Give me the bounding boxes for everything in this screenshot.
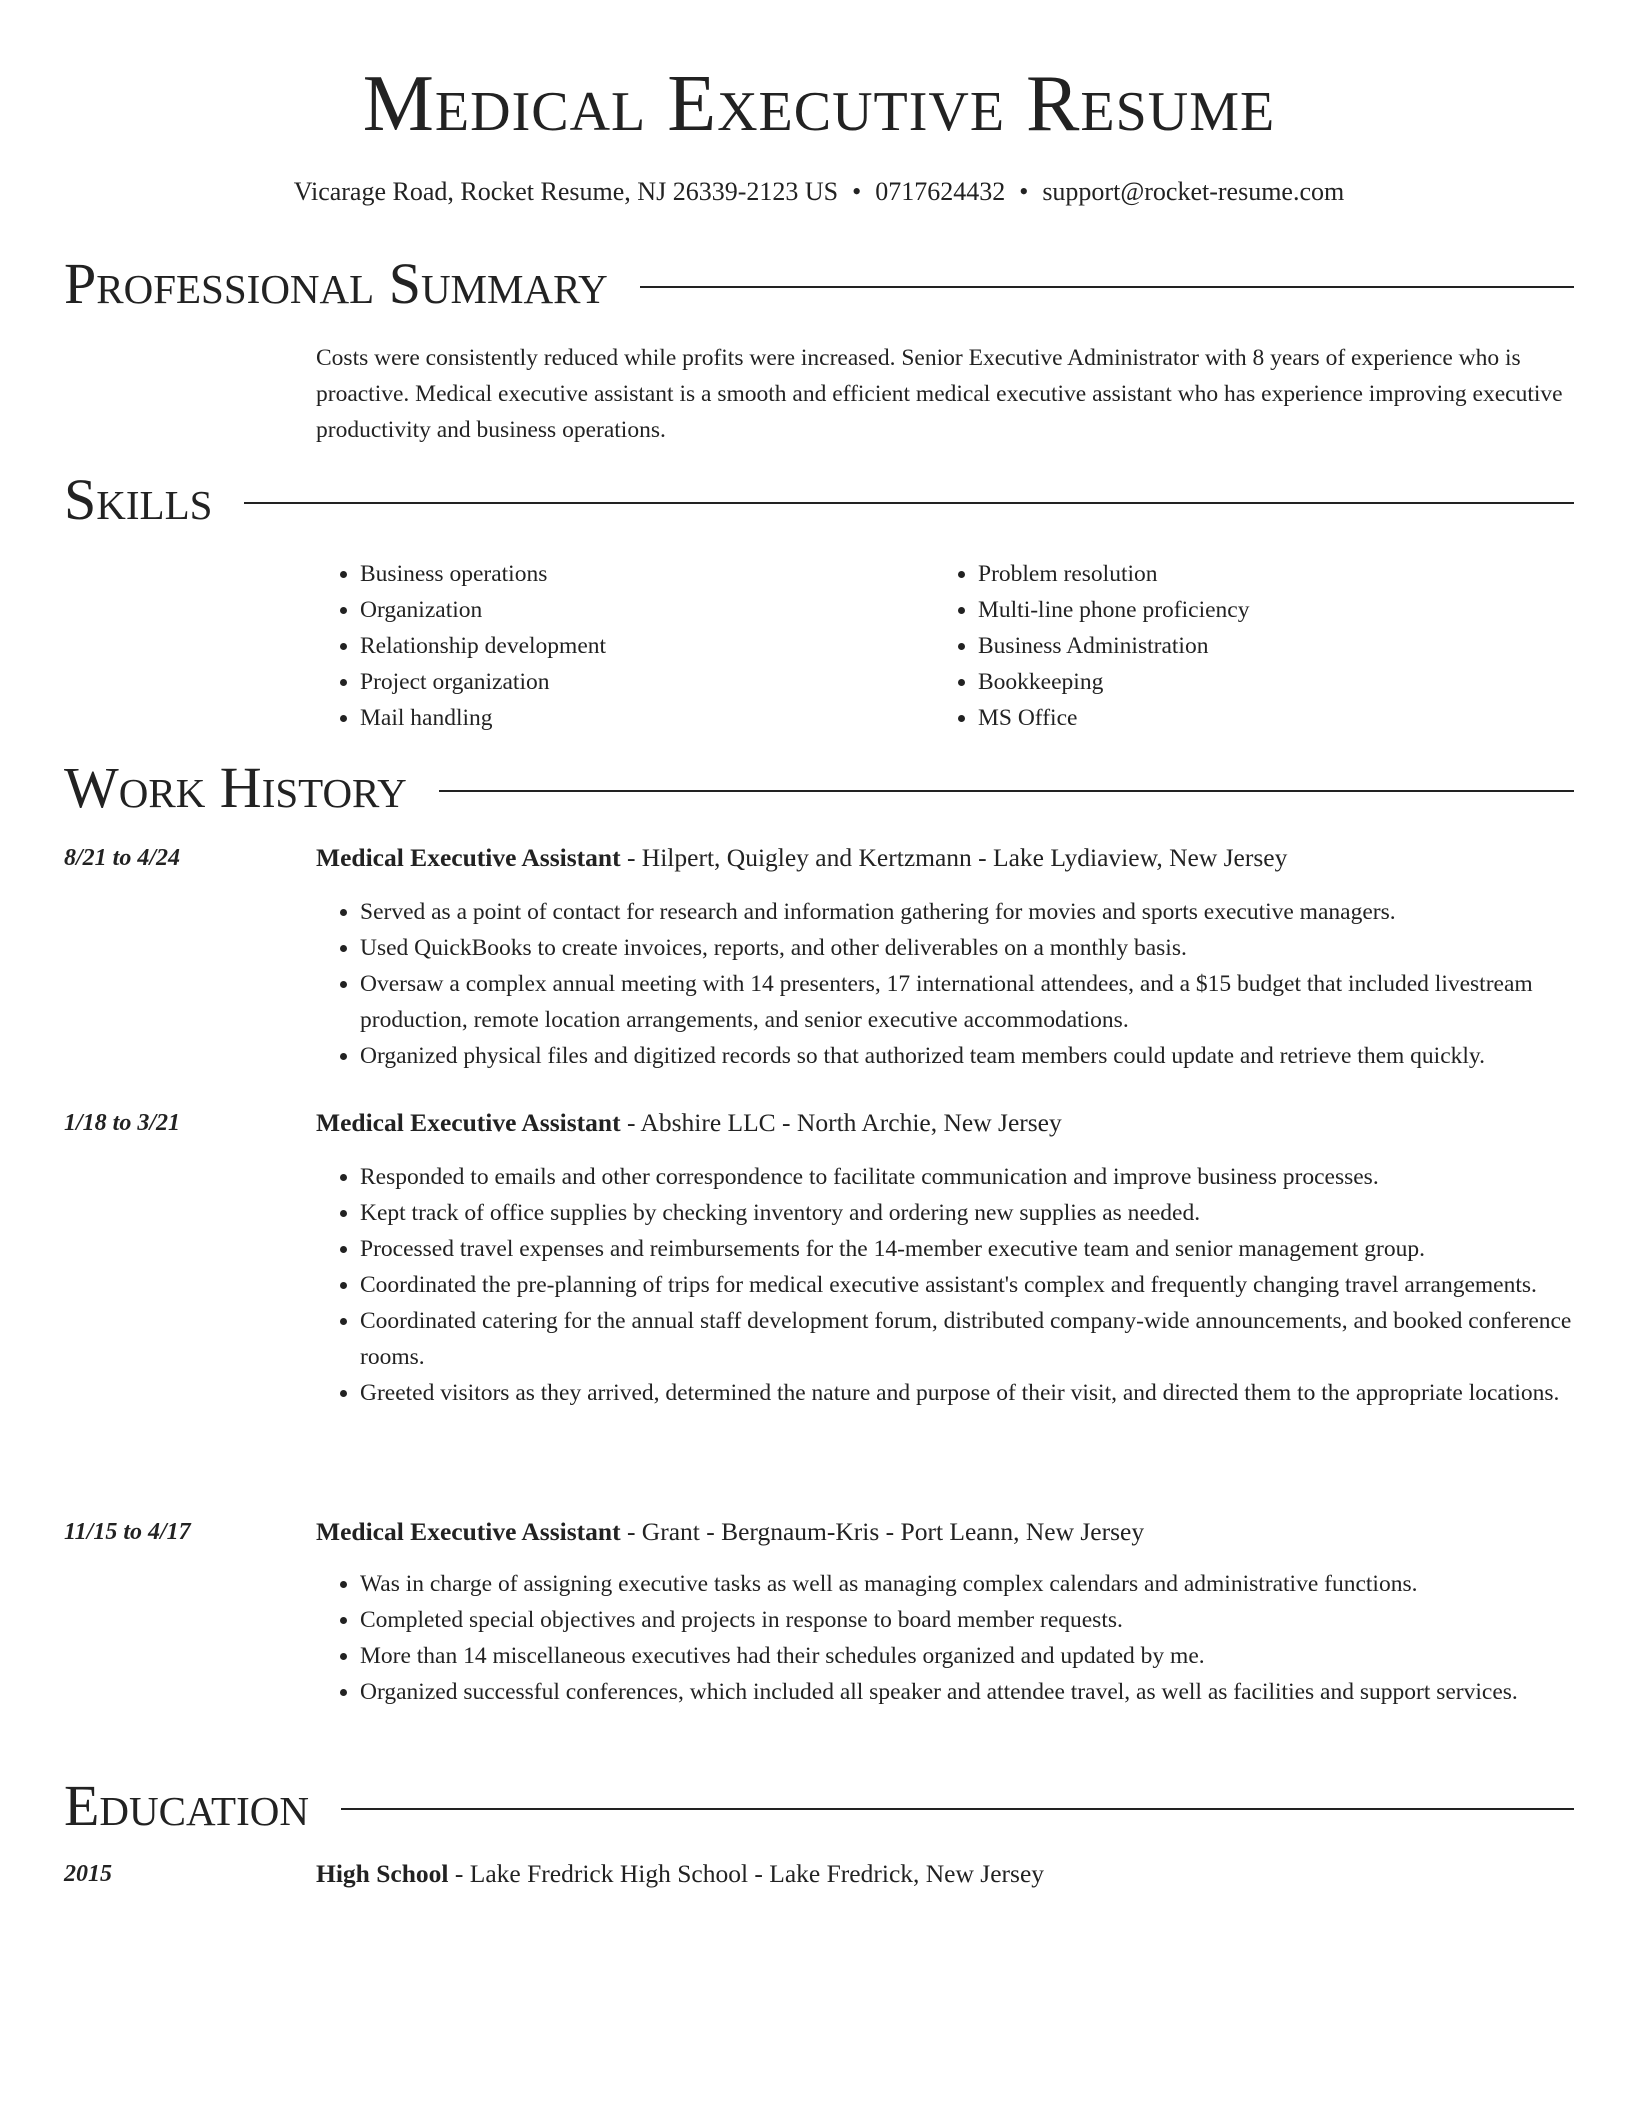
school-details: - Lake Fredrick High School - Lake Fredrick, New Jersey xyxy=(448,1859,1045,1888)
resume-title: Medical Executive Resume xyxy=(362,60,1276,148)
education-year: 2015 xyxy=(64,1861,112,1887)
work-dates: 1/18 to 3/21 xyxy=(64,1110,181,1136)
work-bullets xyxy=(316,894,1574,1074)
work-bullet: • Was in charge of assigning executive tasks as well as managing complex calendars and administrative functions. xyxy=(360,1566,1574,1602)
work-bullet: • Coordinated the pre-planning of trips for medical executive assistant's complex and frequently changing travel arrangements. xyxy=(360,1267,1574,1303)
work-bullets xyxy=(316,1159,1574,1411)
work-bullet: • Processed travel expenses and reimbursements for the 14-member executive team and senior management group. xyxy=(360,1231,1574,1267)
section-header-education xyxy=(64,1774,1574,1838)
skill-item: • Project organization xyxy=(360,664,934,700)
skill-item: • Mail handling xyxy=(360,700,934,736)
work-bullet: • More than 14 miscellaneous executives had their schedules organized and updated by me. xyxy=(360,1638,1574,1674)
degree: High School xyxy=(316,1859,449,1888)
education-heading xyxy=(316,1856,1574,1892)
phone: 0717624432 xyxy=(875,177,1006,206)
skill-item: • MS Office xyxy=(978,700,1552,736)
skill-item: • Bookkeeping xyxy=(978,664,1552,700)
work-bullets xyxy=(316,1566,1574,1710)
summary-text: Costs were consistently reduced while profits were increased. Senior Executive Administrator with 8 years of experience who is proactive. Medical executive assistant is a smooth and efficient medical executive assistant who has experience improving executive productivity and business operations. xyxy=(316,345,1563,443)
skill-item: • Organization xyxy=(360,592,934,628)
employer-details: - Abshire LLC - North Archie, New Jersey xyxy=(620,1108,1062,1137)
section-rule xyxy=(244,502,1574,504)
section-header-work-history xyxy=(64,756,1574,820)
work-bullet: • Served as a point of contact for research and information gathering for movies and sports executive managers. xyxy=(360,894,1574,930)
work-bullet: • Used QuickBooks to create invoices, reports, and other deliverables on a monthly basis. xyxy=(360,930,1574,966)
work-heading xyxy=(316,1514,1574,1550)
section-header-skills xyxy=(64,468,1574,532)
work-bullet: • Kept track of office supplies by checking inventory and ordering new supplies as needed. xyxy=(360,1195,1574,1231)
email: support@rocket-resume.com xyxy=(1042,177,1345,206)
work-bullet: • Oversaw a complex annual meeting with 14 presenters, 17 international attendees, and a $15 budget that included livestream production, remote location arrangements, and senior executive accommodations. xyxy=(360,966,1574,1038)
section-title: Education xyxy=(64,1773,309,1838)
work-dates: 11/15 to 4/17 xyxy=(64,1519,191,1545)
section-rule xyxy=(439,790,1574,792)
work-bullet: • Greeted visitors as they arrived, determined the nature and purpose of their visit, and directed them to the appropriate locations. xyxy=(360,1375,1574,1411)
skills-column-right xyxy=(934,556,1552,736)
section-title: Work History xyxy=(64,755,407,820)
work-bullet: • Responded to emails and other correspondence to facilitate communication and improve business processes. xyxy=(360,1159,1574,1195)
employer-details: - Hilpert, Quigley and Kertzmann - Lake Lydiaview, New Jersey xyxy=(620,843,1288,872)
address: Vicarage Road, Rocket Resume, NJ 26339-2123 US xyxy=(293,177,839,206)
work-heading xyxy=(316,840,1574,876)
contact-line xyxy=(64,175,1574,209)
skill-item: • Multi-line phone proficiency xyxy=(978,592,1552,628)
job-title: Medical Executive Assistant xyxy=(316,1517,621,1546)
skills-column-left xyxy=(316,556,934,736)
work-heading xyxy=(316,1105,1574,1141)
skills-list xyxy=(316,556,1566,736)
skill-item: • Problem resolution xyxy=(978,556,1552,592)
section-rule xyxy=(640,286,1574,288)
work-bullet: • Coordinated catering for the annual staff development forum, distributed company-wide announcements, and booked conference rooms. xyxy=(360,1303,1574,1375)
job-title: Medical Executive Assistant xyxy=(316,843,621,872)
section-rule xyxy=(341,1808,1574,1810)
separator-dot: • xyxy=(852,177,862,206)
skill-item: • Relationship development xyxy=(360,628,934,664)
skill-item: • Business Administration xyxy=(978,628,1552,664)
work-bullet: • Completed special objectives and projects in response to board member requests. xyxy=(360,1602,1574,1638)
work-bullet: • Organized physical files and digitized records so that authorized team members could update and retrieve them quickly. xyxy=(360,1038,1574,1074)
employer-details: - Grant - Bergnaum-Kris - Port Leann, New Jersey xyxy=(620,1517,1145,1546)
section-title: Skills xyxy=(64,467,213,532)
skill-item: • Business operations xyxy=(360,556,934,592)
work-dates: 8/21 to 4/24 xyxy=(64,845,181,871)
section-title: Professional Summary xyxy=(64,251,608,316)
section-header-summary xyxy=(64,252,1574,316)
work-bullet: • Organized successful conferences, which included all speaker and attendee travel, as well as facilities and support services. xyxy=(360,1674,1574,1710)
job-title: Medical Executive Assistant xyxy=(316,1108,621,1137)
separator-dot: • xyxy=(1019,177,1029,206)
